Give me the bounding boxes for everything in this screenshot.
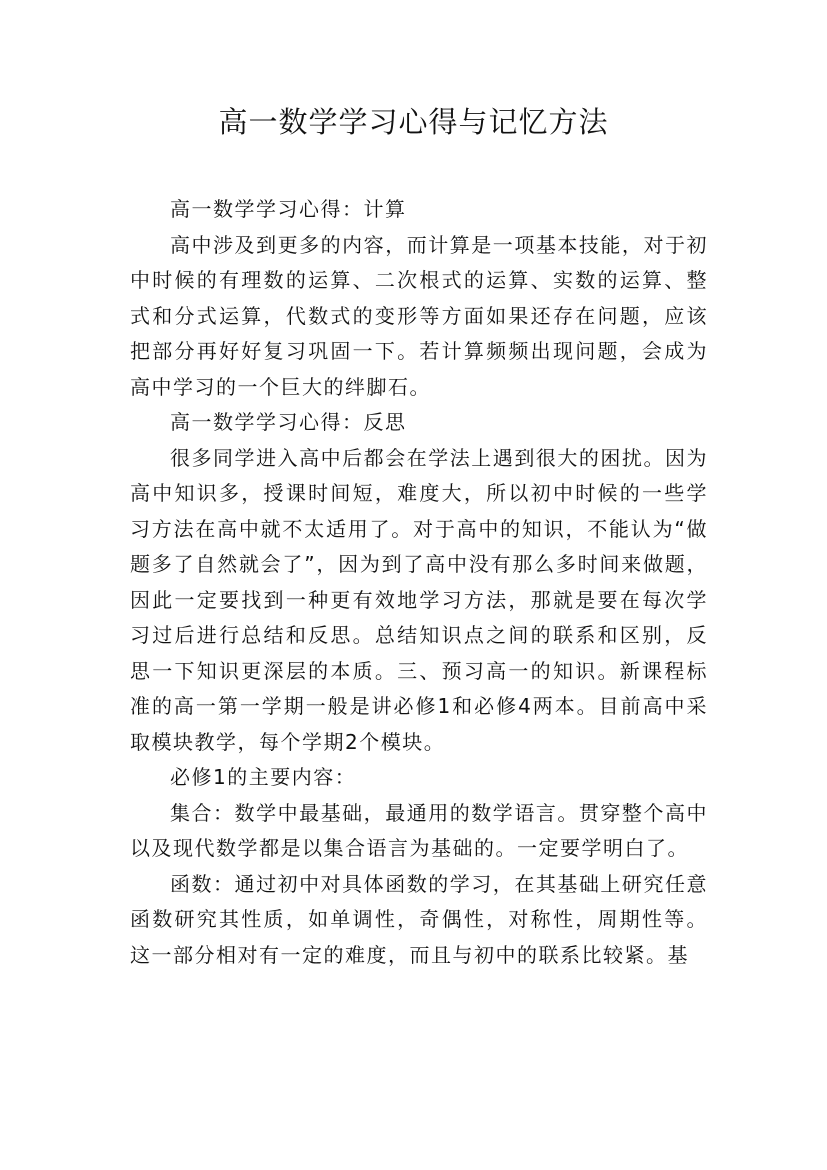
paragraph-sets: 集合：数学中最基础，最通用的数学语言。贯穿整个高中以及现代数学都是以集合语言为基础的。一定要学明白了。	[130, 800, 708, 860]
paragraph-reflection: 很多同学进入高中后都会在学法上遇到很大的困扰。因为高中知识多，授课时间短，难度大，所以初中时候的一些学习方法在高中就不太适用了。对于高中的知识，不能认为“做题多了自然就会了”，因为到了高中没有那么多时间来做题，因此一定要找到一种更有效地学习方法，那就是要在每次学习过后进行总结和反思。总结知识点之间的联系和区别，反思一下知识更深层的本质。三、预习高一的知识。新课程标准的高一第一学期一般是讲必修1和必修4两本。目前高中采取模块教学，每个学期2个模块。	[130, 445, 708, 754]
section-heading-compulsory-1: 必修1的主要内容：	[170, 765, 357, 789]
document-body	[130, 192, 708, 973]
section-heading-calculation: 高一数学学习心得：计算	[170, 197, 407, 221]
section-heading-reflection: 高一数学学习心得：反思	[170, 410, 407, 434]
paragraph-calculation: 高中涉及到更多的内容，而计算是一项基本技能，对于初中时候的有理数的运算、二次根式的运算、实数的运算、整式和分式运算，代数式的变形等方面如果还存在问题，应该把部分再好好复习巩固一下。若计算频频出现问题，会成为高中学习的一个巨大的绊脚石。	[130, 232, 708, 399]
paragraph-functions: 函数：通过初中对具体函数的学习，在其基础上研究任意函数研究其性质，如单调性，奇偶性，对称性，周期性等。这一部分相对有一定的难度，而且与初中的联系比较紧。基	[130, 871, 708, 967]
document-title: 高一数学学习心得与记忆方法	[218, 105, 609, 139]
